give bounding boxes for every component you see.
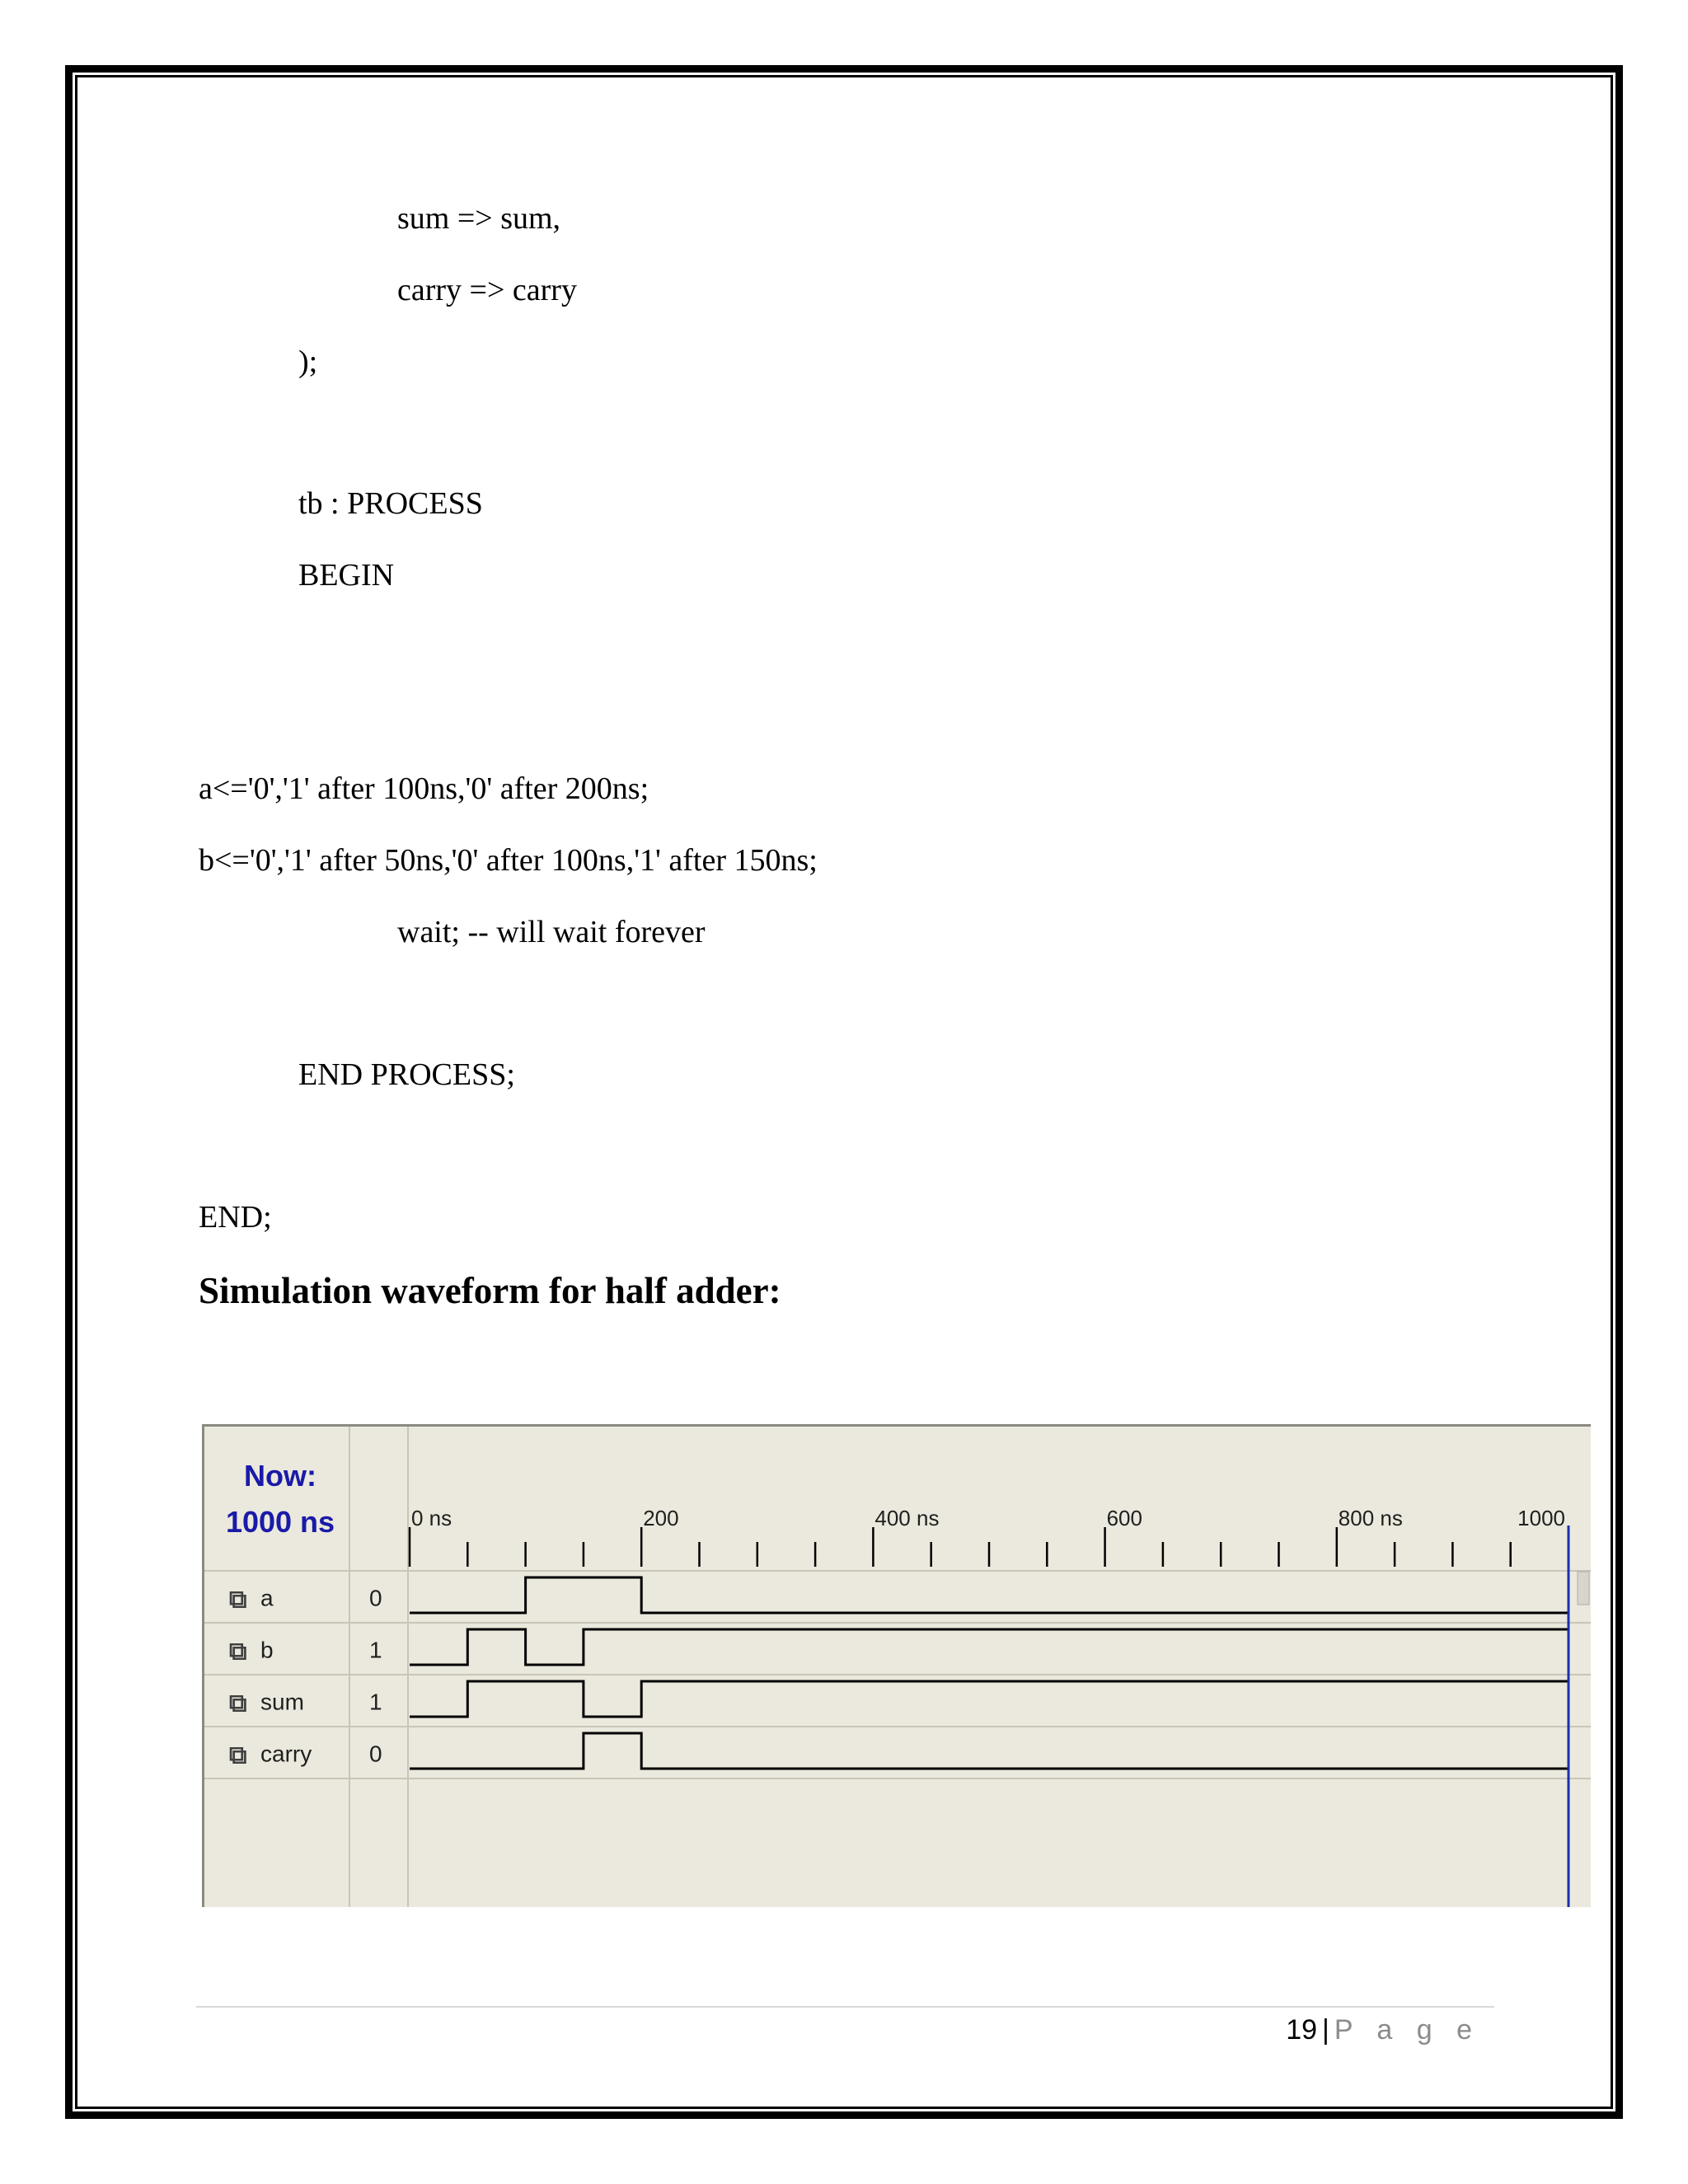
signal-name: b [260,1637,274,1663]
signal-icon: ⧉ [229,1741,247,1770]
time-label: 200 [643,1506,679,1530]
waveform-svg [204,1427,1591,1907]
waveform-trace-carry [410,1733,1568,1769]
code-line-wait: wait; -- will wait forever [397,915,706,949]
code-line-begin: BEGIN [298,558,395,593]
code-line-b-assign: b<='0','1' after 50ns,'0' after 100ns,'1' after 150ns; [199,843,818,878]
page-footer [1286,2011,1480,2049]
time-label: 800 ns [1338,1506,1403,1530]
waveform-panel [202,1424,1591,1907]
time-label: 600 [1106,1506,1142,1530]
signal-name: a [260,1585,274,1611]
signal-name: carry [260,1741,312,1767]
time-label: 0 ns [411,1506,452,1530]
code-line-end: END; [199,1200,272,1235]
now-label: Now: [244,1459,316,1493]
signal-value: 0 [369,1585,382,1611]
signal-icon: ⧉ [229,1637,247,1666]
footer-separator: | [1322,2014,1329,2046]
code-line-a-assign: a<='0','1' after 100ns,'0' after 200ns; [199,771,649,806]
time-label: 1000 [1517,1506,1565,1530]
code-line-end-process: END PROCESS; [298,1057,515,1092]
scrollbar-thumb [1578,1572,1589,1605]
code-line-carry: carry => carry [397,273,577,307]
waveform-trace-sum [410,1681,1568,1717]
signal-value: 0 [369,1741,382,1767]
signal-value: 1 [369,1637,382,1663]
code-line-sum: sum => sum, [397,201,561,236]
code-line-process: tb : PROCESS [298,486,483,521]
signal-value: 1 [369,1689,382,1715]
code-line-close-paren: ); [298,344,318,379]
section-heading: Simulation waveform for half adder: [199,1270,781,1311]
time-label: 400 ns [874,1506,940,1530]
page-number: 19 [1286,2014,1318,2046]
signal-name: sum [260,1689,304,1715]
now-value: 1000 ns [225,1505,335,1539]
signal-icon: ⧉ [229,1689,247,1718]
waveform-trace-a [410,1577,1568,1613]
waveform-trace-b [410,1629,1568,1665]
signal-icon: ⧉ [229,1585,247,1615]
page-label: P a g e [1334,2014,1480,2046]
footer-rule [196,2006,1494,2008]
